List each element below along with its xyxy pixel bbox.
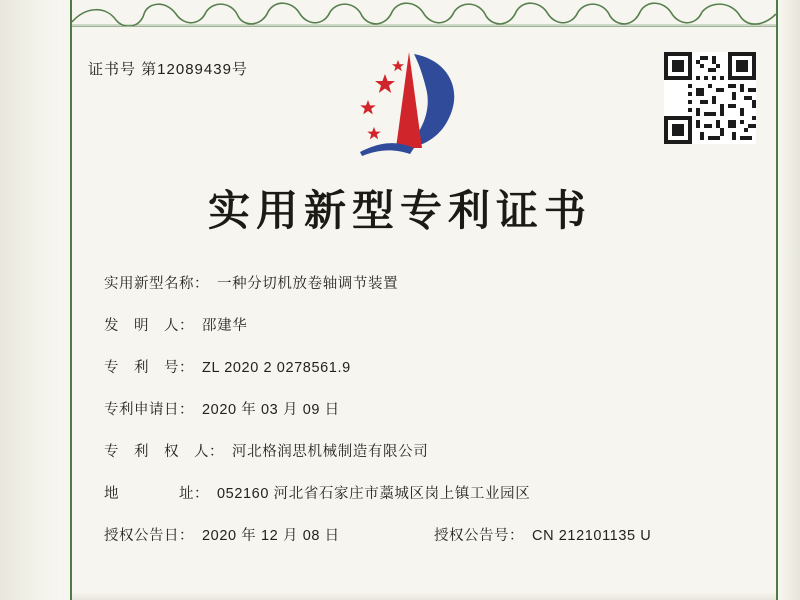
certificate-fields bbox=[104, 272, 740, 545]
field-value-patent-number: ZL 2020 2 0278561.9 bbox=[202, 360, 351, 376]
field-label-address: 地 址： bbox=[104, 486, 209, 502]
paper-left-edge bbox=[0, 0, 62, 600]
field-row bbox=[104, 272, 740, 293]
field-value-utility-model-name: 一种分切机放卷轴调节装置 bbox=[217, 276, 399, 292]
field-value-application-date: 2020 年 03 月 09 日 bbox=[202, 402, 340, 418]
field-label-patent-number: 专 利 号： bbox=[104, 360, 194, 376]
field-label-patentee: 专 利 权 人： bbox=[104, 444, 224, 460]
field-value-address: 052160 河北省石家庄市藁城区岗上镇工业园区 bbox=[217, 486, 531, 502]
field-label-utility-model-name: 实用新型名称： bbox=[104, 276, 209, 292]
field-row-grant-announcement bbox=[104, 524, 740, 545]
field-value-announcement-number: CN 212101135 U bbox=[532, 528, 652, 544]
border-line-top bbox=[70, 26, 778, 27]
field-row bbox=[104, 398, 740, 419]
patent-office-logo-icon bbox=[352, 48, 470, 158]
qr-code-icon bbox=[664, 52, 756, 144]
decorative-scroll-ornament bbox=[72, 0, 776, 26]
field-label-inventor: 发 明 人： bbox=[104, 318, 194, 334]
paper-right-edge bbox=[778, 0, 800, 600]
border-line-right bbox=[776, 0, 778, 600]
field-row bbox=[104, 356, 740, 377]
field-row bbox=[104, 440, 740, 461]
field-label-announcement-number: 授权公告号： bbox=[434, 528, 524, 544]
page-title: 实用新型专利证书 bbox=[207, 186, 592, 235]
certificate-number: 证书号 第12089439号 bbox=[88, 61, 248, 78]
field-row bbox=[104, 482, 740, 503]
paper-bottom-shading bbox=[72, 592, 776, 600]
field-value-patentee: 河北格润思机械制造有限公司 bbox=[232, 444, 429, 460]
field-value-grant-date: 2020 年 12 月 08 日 bbox=[202, 528, 340, 544]
border-line-left bbox=[70, 0, 72, 600]
field-value-inventor: 邵建华 bbox=[202, 318, 248, 334]
field-row bbox=[104, 314, 740, 335]
field-label-grant-date: 授权公告日： bbox=[104, 528, 194, 544]
field-label-application-date: 专利申请日： bbox=[104, 402, 194, 418]
